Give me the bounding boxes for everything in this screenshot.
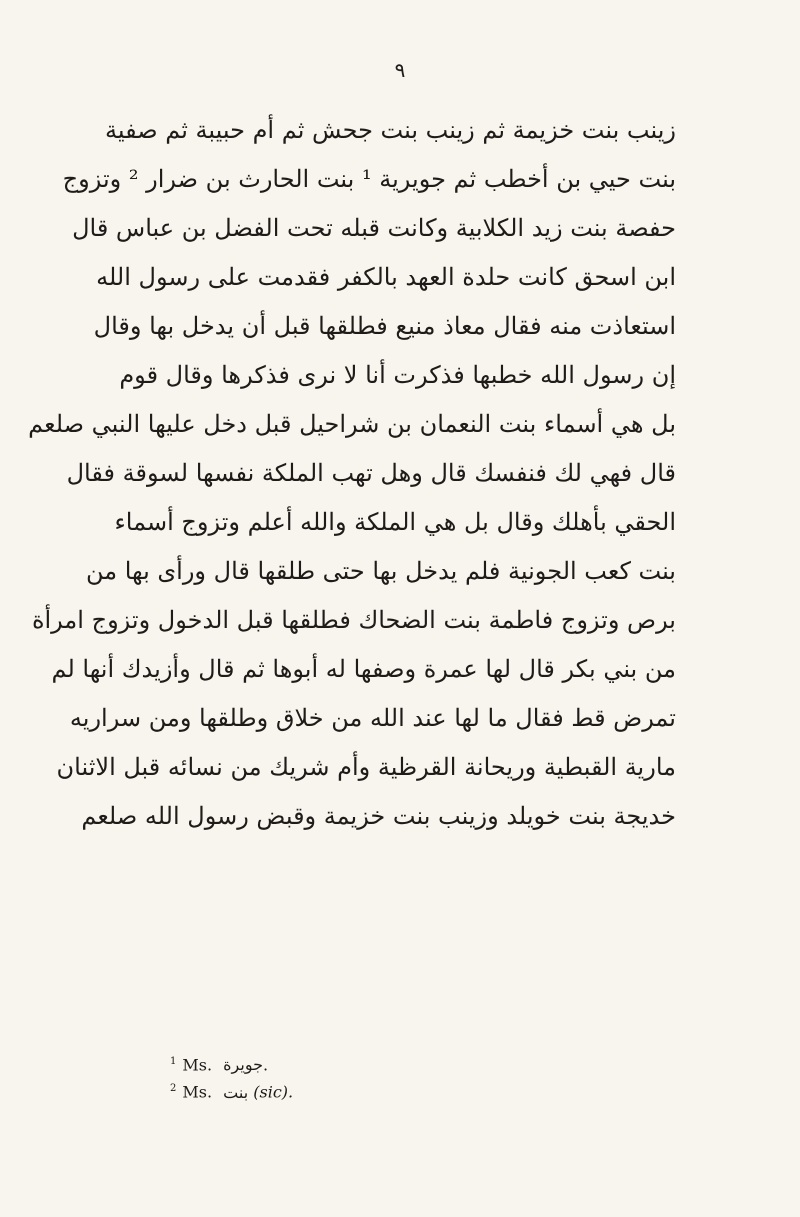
- footnote-suffix: .: [262, 1055, 269, 1075]
- footnote-suffix: (sic).: [253, 1082, 294, 1102]
- text-line: بنت حيي بن أخطب ثم جويرية ¹ بنت الحارث بن ضرار ² وتزوج: [62, 165, 676, 193]
- footnote-1: [170, 1050, 570, 1077]
- arabic-text-block: [28, 106, 676, 841]
- footnote-arabic: بنت: [223, 1082, 249, 1102]
- text-line: الحقي بأهلك وقال بل هي الملكة والله أعلم وتزوج أسماء: [114, 508, 676, 536]
- footnote-marker: 2: [170, 1083, 177, 1095]
- text-line: خديجة بنت خويلد وزينب بنت خزيمة وقبض رسول الله صلعم: [81, 802, 676, 830]
- footnote-2: [170, 1077, 570, 1104]
- footnotes: [170, 1050, 570, 1105]
- footnote-prefix: Ms.: [182, 1055, 213, 1075]
- text-line: حفصة بنت زيد الكلابية وكانت قبله تحت الفضل بن عباس قال: [72, 214, 676, 242]
- text-line: بل هي أسماء بنت النعمان بن شراحيل قبل دخل عليها النبي صلعم: [28, 410, 676, 438]
- text-line: من بني بكر قال لها عمرة وصفها له أبوها ثم قال وأزيدك أنها لم: [51, 655, 676, 683]
- footnote-arabic: جويرة: [223, 1055, 263, 1075]
- text-line: زينب بنت خزيمة ثم زينب بنت جحش ثم أم حبيبة ثم صفية: [104, 116, 676, 144]
- text-line: ابن اسحق كانت حلدة العهد بالكفر فقدمت على رسول الله: [96, 263, 676, 291]
- footnote-prefix: Ms.: [182, 1082, 213, 1102]
- text-line: استعاذت منه فقال معاذ منيع فطلقها قبل أن يدخل بها وقال: [93, 312, 676, 340]
- text-line: بنت كعب الجونية فلم يدخل بها حتى طلقها قال ورأى بها من: [85, 557, 676, 585]
- footnote-marker: 1: [170, 1056, 177, 1067]
- text-line: تمرض قط فقال ما لها عند الله من خلاق وطلقها ومن سراريه: [69, 704, 676, 732]
- text-line: قال فهي لك فنفسك قال وهل تهب الملكة نفسها لسوقة فقال: [66, 459, 676, 487]
- text-line: برص وتزوج فاطمة بنت الضحاك فطلقها قبل الدخول وتزوج امرأة: [31, 606, 676, 634]
- text-line: مارية القبطية وريحانة القرظية وأم شريك من نسائه قبل الاثنان: [56, 753, 676, 781]
- text-line: إن رسول الله خطبها فذكرت أنا لا نرى فذكرها وقال قوم: [119, 361, 676, 389]
- page-number: ٩: [394, 58, 406, 82]
